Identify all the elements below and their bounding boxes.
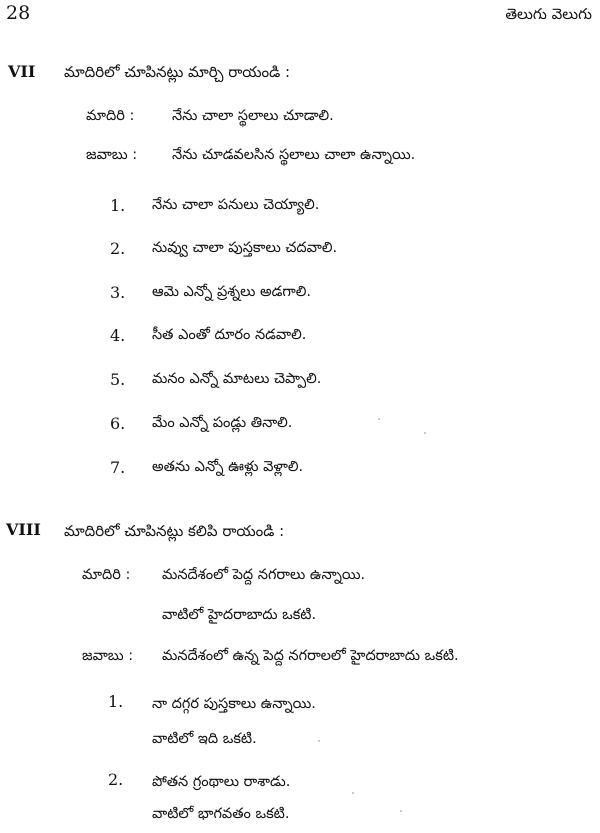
list-item-number: 4. (110, 326, 126, 345)
list-item-line-1: పోతన గ్రంథాలు రాశాడు. (152, 774, 291, 790)
list-item-line-2: వాటిలో ఇది ఒకటి. (152, 731, 257, 747)
list-item-line-1: నా దగ్గర పుస్తకాలు ఉన్నాయి. (152, 696, 316, 712)
section-8-model-line-1: మనదేశంలో పెద్ద నగరాలు ఉన్నాయి. (162, 567, 366, 583)
section-8-model-line-2: వాటిలో హైదరాబాదు ఒకటి. (162, 607, 317, 623)
list-item: సీత ఎంతో దూరం నడవాలి. (152, 327, 307, 343)
list-item-number: 7. (110, 458, 126, 477)
section-8-answer-text: మనదేశంలో ఉన్న పెద్ద నగరాలలో హైదరాబాదు ఒకటి. (162, 648, 459, 664)
section-8-model-label: మాదిరి : (82, 567, 131, 583)
scan-speck (424, 432, 426, 434)
list-item-number: 1. (110, 196, 126, 215)
section-7-model-text: నేను చాలా స్థలాలు చూడాలి. (172, 108, 334, 124)
list-item-number: 6. (110, 414, 126, 433)
list-item: నువ్వు చాలా పుస్తకాలు చదవాలి. (152, 240, 338, 256)
section-8-numeral: VIII (6, 520, 41, 539)
list-item: అతను ఎన్నో ఊళ్లు వెళ్లాలి. (152, 459, 304, 475)
scan-speck (318, 740, 320, 742)
list-item-number: 3. (110, 283, 126, 302)
scan-speck (400, 810, 402, 812)
list-item-number: 2. (110, 239, 126, 258)
list-item: నేను చాలా పనులు చెయ్యాలి. (152, 197, 320, 213)
section-8-instruction: మాదిరిలో చూపినట్లు కలిపి రాయండి : (64, 522, 285, 540)
section-7-answer-text: నేను చూడవలసిన స్థలాలు చాలా ఉన్నాయి. (172, 147, 416, 163)
page-number: 28 (6, 2, 31, 24)
list-item: ఆమె ఎన్నో ప్రశ్నలు అడగాలి. (152, 284, 311, 300)
section-7-instruction: మాదిరిలో చూపినట్లు మార్చి రాయండి : (64, 63, 291, 81)
list-item: మనం ఎన్నో మాటలు చెప్పాలి. (152, 371, 322, 387)
list-item-number: 1. (108, 692, 124, 711)
section-7-model-label: మాదిరి : (86, 108, 135, 124)
running-title: తెలుగు వెలుగు (505, 5, 592, 23)
scan-speck (352, 792, 354, 794)
scan-speck (378, 418, 380, 420)
section-7-answer-label: జవాబు : (86, 147, 138, 163)
list-item: మేం ఎన్నో పండ్లు తినాలి. (152, 415, 293, 431)
section-8-answer-label: జవాబు : (82, 648, 134, 664)
list-item-number: 5. (110, 370, 126, 389)
list-item-number: 2. (108, 770, 124, 789)
list-item-line-2: వాటిలో భాగవతం ఒకటి. (152, 806, 290, 822)
section-7-numeral: VII (8, 62, 36, 81)
